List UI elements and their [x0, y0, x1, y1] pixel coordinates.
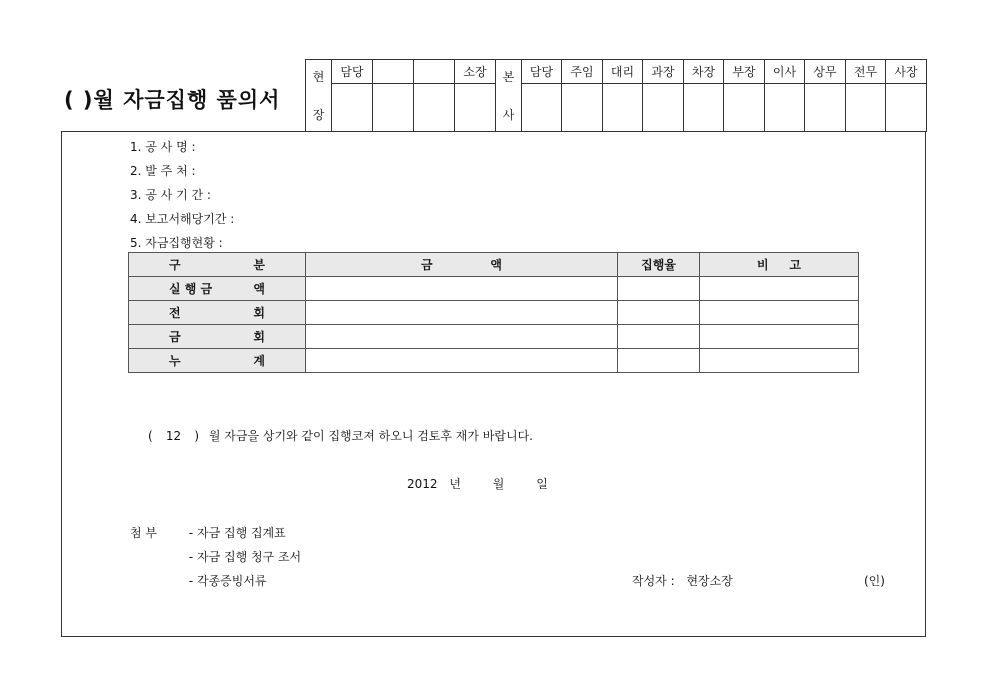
hq-role-header: 대리	[603, 60, 643, 84]
remarks-cell[interactable]	[700, 277, 859, 301]
row-label: 실 행 금 액	[129, 277, 306, 301]
row-label: 금 회	[129, 325, 306, 349]
info-construction-period: 3. 공 사 기 간 :	[130, 188, 211, 202]
signature-cell[interactable]	[522, 84, 562, 132]
rate-cell[interactable]	[618, 325, 700, 349]
approval-table	[305, 59, 927, 132]
header-amount: 금 액	[306, 253, 618, 277]
amount-cell[interactable]	[306, 325, 618, 349]
signature-cell[interactable]	[765, 84, 805, 132]
rate-cell[interactable]	[618, 277, 700, 301]
seal-mark: (인)	[864, 574, 885, 588]
author: 작성자 : 현장소장	[632, 574, 733, 588]
hq-role-header: 과장	[643, 60, 684, 84]
amount-cell[interactable]	[306, 349, 618, 373]
approval-request-statement: ( 12 ) 월 자금을 상기와 같이 집행코져 하오니 검토후 재가 바랍니다.	[148, 429, 533, 443]
site-role-header	[414, 60, 455, 84]
attachments: 첨 부 - 자금 집행 집계표	[130, 526, 286, 540]
year-value: 2012	[407, 477, 438, 491]
hq-role-header: 전무	[846, 60, 886, 84]
amount-cell[interactable]	[306, 301, 618, 325]
table-row	[129, 349, 859, 373]
signature-cell[interactable]	[562, 84, 603, 132]
signature-cell[interactable]	[455, 84, 496, 132]
info-client: 2. 발 주 처 :	[130, 164, 196, 178]
hq-role-header: 부장	[724, 60, 765, 84]
signature-cell[interactable]	[643, 84, 684, 132]
signature-cell[interactable]	[846, 84, 886, 132]
hq-role-header: 상무	[805, 60, 846, 84]
attachment-item: - 자금 집행 청구 조서	[188, 550, 302, 564]
rate-cell[interactable]	[618, 349, 700, 373]
row-label: 누 계	[129, 349, 306, 373]
site-role-header	[373, 60, 414, 84]
signature-cell[interactable]	[805, 84, 846, 132]
attachments	[130, 572, 267, 589]
frame-top-border	[61, 131, 306, 132]
info-report-period: 4. 보고서해당기간 :	[130, 212, 235, 226]
table-row	[129, 325, 859, 349]
table-row	[129, 301, 859, 325]
header-execution-rate: 집행율	[618, 253, 700, 277]
table-row	[129, 277, 859, 301]
remarks-cell[interactable]	[700, 349, 859, 373]
attachment-item: - 자금 집행 집계표	[188, 526, 286, 540]
remarks-cell[interactable]	[700, 325, 859, 349]
hq-role-header: 사장	[886, 60, 927, 84]
attachment-item: - 각종증빙서류	[188, 574, 267, 588]
signature-cell[interactable]	[886, 84, 927, 132]
signature-cell[interactable]	[373, 84, 414, 132]
page-title: ( )월 자금집행 품의서	[64, 88, 281, 112]
site-role-header: 담당	[332, 60, 373, 84]
signature-cell[interactable]	[684, 84, 724, 132]
hq-role-header: 차장	[684, 60, 724, 84]
hq-role-header: 이사	[765, 60, 805, 84]
author-name: 현장소장	[686, 574, 733, 588]
signature-cell[interactable]	[724, 84, 765, 132]
remarks-cell[interactable]	[700, 301, 859, 325]
amount-cell[interactable]	[306, 277, 618, 301]
hq-role-header: 담당	[522, 60, 562, 84]
month-value: 12	[165, 429, 182, 443]
row-label: 전 회	[129, 301, 306, 325]
header-category: 구 분	[129, 253, 306, 277]
info-project-name: 1. 공 사 명 :	[130, 140, 196, 154]
hq-label: 본 사	[496, 60, 522, 132]
rate-cell[interactable]	[618, 301, 700, 325]
signature-cell[interactable]	[332, 84, 373, 132]
signature-cell[interactable]	[414, 84, 455, 132]
site-label: 현 장	[306, 60, 332, 132]
info-fund-status: 5. 자금집행현황 :	[130, 236, 223, 250]
site-role-header: 소장	[455, 60, 496, 84]
hq-role-header: 주임	[562, 60, 603, 84]
attachments	[130, 548, 301, 565]
date-line: 2012 년 월 일	[407, 477, 548, 491]
signature-cell[interactable]	[603, 84, 643, 132]
fund-summary-table	[128, 252, 859, 373]
header-remarks: 비 고	[700, 253, 859, 277]
